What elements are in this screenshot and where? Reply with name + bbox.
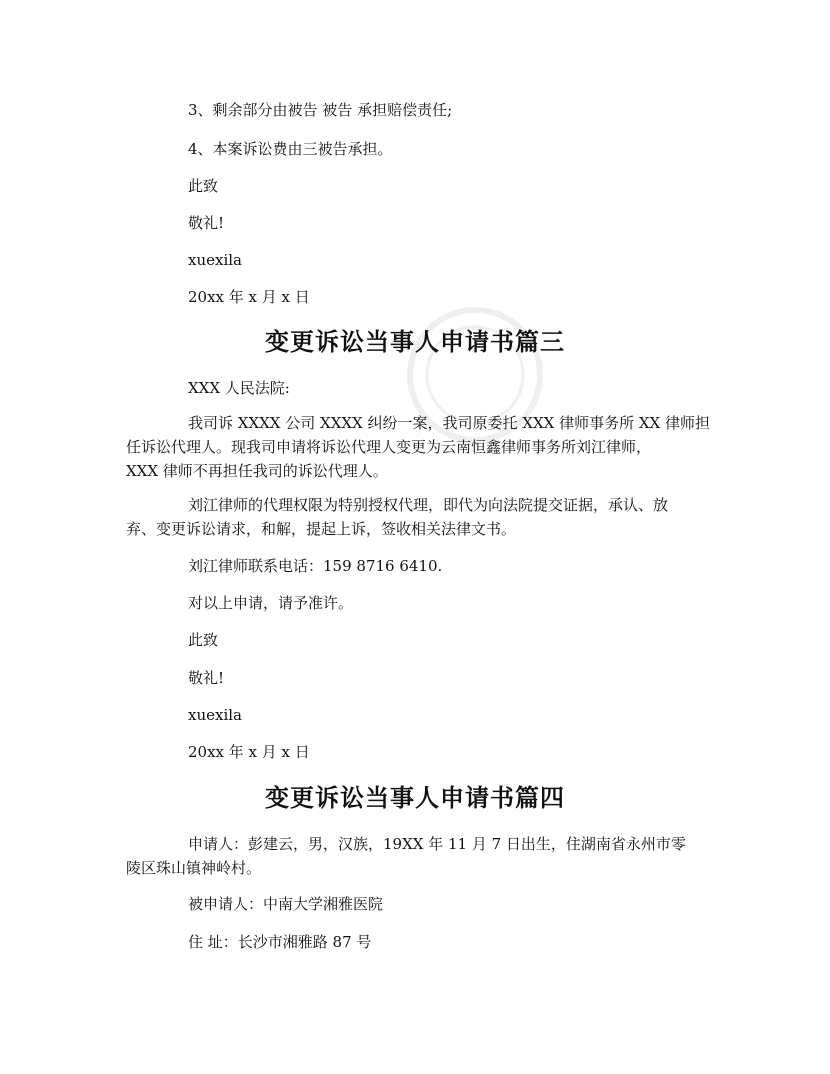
lawyer-phone: 刘江律师联系电话：159 8716 6410. — [188, 557, 443, 575]
closing-regards: 敬礼! — [188, 669, 225, 687]
respondent: 被申请人：中南大学湘雅医院 — [188, 895, 384, 913]
claim-item-3: 3、剩余部分由被告 被告 承担赔偿责任; — [188, 101, 453, 119]
respondent-address: 住 址：长沙市湘雅路 87 号 — [188, 933, 372, 951]
paragraph-authority — [126, 493, 708, 541]
paragraph-line: 陵区珠山镇神岭村。 — [126, 859, 262, 877]
paragraph-line: 弃、变更诉讼请求，和解，提起上诉，签收相关法律文书。 — [126, 520, 517, 538]
paragraph-line: 刘江律师的代理权限为特别授权代理，即代为向法院提交证据，承认、放 — [188, 496, 669, 514]
signer-name: xuexila — [188, 251, 242, 269]
closing-regards: 敬礼! — [188, 214, 225, 232]
signer-name: xuexila — [188, 706, 242, 724]
signature-date: 20xx 年 x 月 x 日 — [188, 288, 310, 306]
paragraph-agent-change — [126, 411, 710, 483]
closing-salutation: 此致 — [188, 631, 219, 649]
paragraph-applicant — [126, 832, 708, 880]
signature-date: 20xx 年 x 月 x 日 — [188, 743, 310, 761]
section-heading-3: 变更诉讼当事人申请书篇三 — [265, 327, 565, 356]
request-text: 对以上申请，请予准许。 — [188, 594, 354, 612]
closing-salutation: 此致 — [188, 177, 219, 195]
claim-item-4: 4、本案诉讼费由三被告承担。 — [188, 140, 393, 158]
addressee: XXX 人民法院: — [188, 379, 290, 397]
paragraph-line: 申请人：彭建云，男，汉族，19XX 年 11 月 7 日出生，住湖南省永州市零 — [188, 835, 686, 853]
paragraph-line: 我司诉 XXXX 公司 XXXX 纠纷一案，我司原委托 XXX 律师事务所 XX 律师担 — [188, 414, 710, 432]
paragraph-line: 任诉讼代理人。现我司申请将诉讼代理人变更为云南恒鑫律师事务所刘江律师， — [126, 438, 652, 456]
paragraph-line: XXX 律师不再担任我司的诉讼代理人。 — [126, 462, 388, 480]
section-heading-4: 变更诉讼当事人申请书篇四 — [265, 783, 565, 812]
